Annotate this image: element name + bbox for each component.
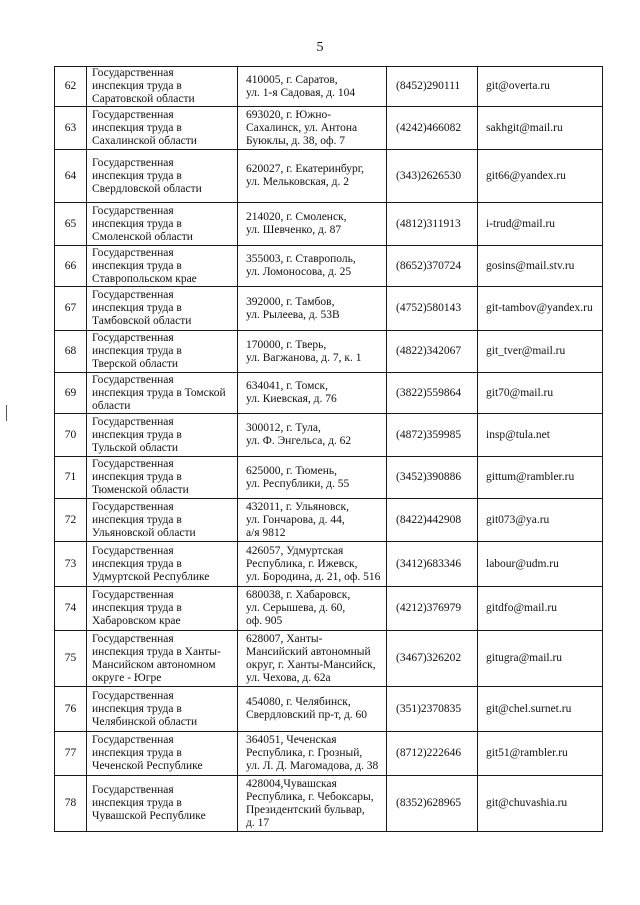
phone: (4872)359985 (387, 414, 478, 457)
phone: (8352)628965 (387, 776, 478, 832)
phone: (3412)683346 (387, 542, 478, 587)
table-row (55, 499, 603, 542)
table-row (55, 287, 603, 331)
address: 620027, г. Екатеринбург, ул. Мельковская, д. 2 (238, 150, 387, 203)
email: git70@mail.ru (478, 373, 603, 414)
table-row (55, 373, 603, 414)
address: 454080, г. Челябинск, Свердловский пр-т, д. 60 (238, 687, 387, 732)
email: gitugra@mail.ru (478, 631, 603, 687)
table-row (55, 150, 603, 203)
inspection-name: Государственная инспекция труда в Ставропольском крае (87, 246, 238, 287)
address: 680038, г. Хабаровск, ул. Серышева, д. 60, оф. 905 (238, 587, 387, 631)
email: git073@ya.ru (478, 499, 603, 542)
phone: (4752)580143 (387, 287, 478, 331)
email: git_tver@mail.ru (478, 331, 603, 373)
table-row (55, 246, 603, 287)
table-row (55, 631, 603, 687)
phone: (4812)311913 (387, 203, 478, 246)
address: 410005, г. Саратов, ул. 1-я Садовая, д. 104 (238, 67, 387, 107)
address: 628007, Ханты- Мансийский автономный округ, г. Ханты-Мансийск, ул. Чехова, д. 62а (238, 631, 387, 687)
labour-inspection-table (54, 66, 603, 832)
address: 392000, г. Тамбов, ул. Рылеева, д. 53В (238, 287, 387, 331)
email: i-trud@mail.ru (478, 203, 603, 246)
row-number: 74 (55, 587, 87, 631)
email: git51@rambler.ru (478, 732, 603, 776)
email: gitdfo@mail.ru (478, 587, 603, 631)
row-number: 64 (55, 150, 87, 203)
row-number: 69 (55, 373, 87, 414)
row-number: 76 (55, 687, 87, 732)
row-number: 66 (55, 246, 87, 287)
phone: (8712)222646 (387, 732, 478, 776)
phone: (4242)466082 (387, 107, 478, 150)
address: 432011, г. Ульяновск, ул. Гончарова, д. 44, а/я 9812 (238, 499, 387, 542)
phone: (3467)326202 (387, 631, 478, 687)
table-row (55, 457, 603, 499)
table-row (55, 107, 603, 150)
row-number: 73 (55, 542, 87, 587)
address: 355003, г. Ставрополь, ул. Ломоносова, д. 25 (238, 246, 387, 287)
table-row (55, 331, 603, 373)
email: labour@udm.ru (478, 542, 603, 587)
inspection-name: Государственная инспекция труда в Чувашской Республике (87, 776, 238, 832)
table-row (55, 67, 603, 107)
inspection-name: Государственная инспекция труда в Тверской области (87, 331, 238, 373)
row-number: 67 (55, 287, 87, 331)
phone: (8652)370724 (387, 246, 478, 287)
row-number: 75 (55, 631, 87, 687)
row-number: 65 (55, 203, 87, 246)
table-row (55, 687, 603, 732)
email: git@overta.ru (478, 67, 603, 107)
table-row (55, 203, 603, 246)
row-number: 77 (55, 732, 87, 776)
phone: (4212)376979 (387, 587, 478, 631)
row-number: 62 (55, 67, 87, 107)
inspection-name: Государственная инспекция труда в Чеченской Республике (87, 732, 238, 776)
inspection-name: Государственная инспекция труда в Саратовской области (87, 67, 238, 107)
address: 428004,Чувашская Республика, г. Чебоксары, Президентский бульвар, д. 17 (238, 776, 387, 832)
row-number: 78 (55, 776, 87, 832)
phone: (4822)342067 (387, 331, 478, 373)
email: sakhgit@mail.ru (478, 107, 603, 150)
inspection-name: Государственная инспекция труда в Тюменской области (87, 457, 238, 499)
inspection-name: Государственная инспекция труда в Хабаровском крае (87, 587, 238, 631)
address: 214020, г. Смоленск, ул. Шевченко, д. 87 (238, 203, 387, 246)
address: 170000, г. Тверь, ул. Вагжанова, д. 7, к. 1 (238, 331, 387, 373)
row-number: 70 (55, 414, 87, 457)
phone: (351)2370835 (387, 687, 478, 732)
table-row (55, 542, 603, 587)
email: git@chel.surnet.ru (478, 687, 603, 732)
inspection-name: Государственная инспекция труда в Ульяновской области (87, 499, 238, 542)
inspection-name: Государственная инспекция труда в Тульской области (87, 414, 238, 457)
email: gittum@rambler.ru (478, 457, 603, 499)
address: 625000, г. Тюмень, ул. Республики, д. 55 (238, 457, 387, 499)
inspection-name: Государственная инспекция труда в Свердловской области (87, 150, 238, 203)
table-row (55, 414, 603, 457)
table-row (55, 732, 603, 776)
inspection-name: Государственная инспекция труда в Тамбовской области (87, 287, 238, 331)
inspection-name: Государственная инспекция труда в Челябинской области (87, 687, 238, 732)
inspection-name: Государственная инспекция труда в Смоленской области (87, 203, 238, 246)
row-number: 63 (55, 107, 87, 150)
email: git66@yandex.ru (478, 150, 603, 203)
inspection-name: Государственная инспекция труда в Ханты- Мансийском автономном округе - Югре (87, 631, 238, 687)
email: git@chuvashia.ru (478, 776, 603, 832)
page-number: 5 (316, 40, 324, 55)
inspection-name: Государственная инспекция труда в Сахалинской области (87, 107, 238, 150)
email: gosins@mail.stv.ru (478, 246, 603, 287)
phone: (343)2626530 (387, 150, 478, 203)
phone: (8422)442908 (387, 499, 478, 542)
address: 364051, Чеченская Республика, г. Грозный, ул. Л. Д. Магомадова, д. 38 (238, 732, 387, 776)
row-number: 68 (55, 331, 87, 373)
inspection-name: Государственная инспекция труда в Удмуртской Республике (87, 542, 238, 587)
table-row (55, 587, 603, 631)
row-number: 72 (55, 499, 87, 542)
email: git-tambov@yandex.ru (478, 287, 603, 331)
phone: (3452)390886 (387, 457, 478, 499)
table-row (55, 776, 603, 832)
address: 300012, г. Тула, ул. Ф. Энгельса, д. 62 (238, 414, 387, 457)
address: 634041, г. Томск, ул. Киевская, д. 76 (238, 373, 387, 414)
margin-mark (6, 405, 7, 421)
phone: (3822)559864 (387, 373, 478, 414)
row-number: 71 (55, 457, 87, 499)
email: insp@tula.net (478, 414, 603, 457)
address: 693020, г. Южно- Сахалинск, ул. Антона Буюклы, д. 38, оф. 7 (238, 107, 387, 150)
inspection-name: Государственная инспекция труда в Томской области (87, 373, 238, 414)
phone: (8452)290111 (387, 67, 478, 107)
address: 426057, Удмуртская Республика, г. Ижевск, ул. Бородина, д. 21, оф. 516 (238, 542, 387, 587)
